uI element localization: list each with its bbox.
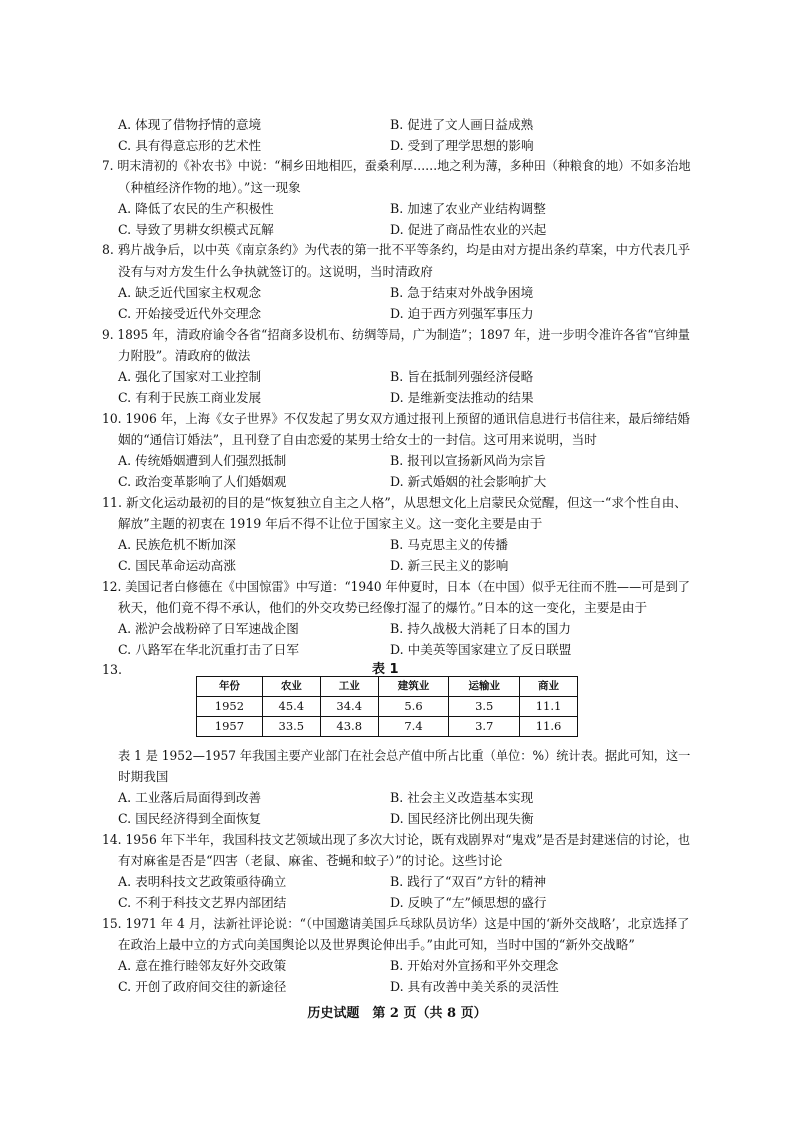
q10-stem-line2: 姻的“通信订婚法”，且刊登了自由恋爱的某男士给女士的一封信。这可用来说明，当时 bbox=[118, 432, 597, 447]
q10-option-b: B. 报刊以宣扬新风尚为宗旨 bbox=[390, 453, 546, 468]
q12-option-a: A. 淞沪会战粉碎了日军速战企图 bbox=[118, 621, 299, 636]
q13-number: 13. bbox=[102, 662, 123, 677]
q15-stem-line2: 在政治上最中立的方式向美国舆论以及世界舆论伸出手。”由此可知，当时中国的“新外交战略” bbox=[118, 937, 635, 952]
table-cell: 5.6 bbox=[378, 697, 449, 717]
table-header-cell: 年份 bbox=[197, 677, 263, 697]
q8-stem-line1: 8. 鸦片战争后，以中英《南京条约》为代表的第一批不平等条约，均是由对方提出条约草案，中方代表几乎 bbox=[102, 242, 691, 257]
q8-stem-line2: 没有与对方发生什么争执就签订的。这说明，当时清政府 bbox=[118, 264, 433, 279]
q14-stem-line2: 有对麻雀是否是“四害（老鼠、麻雀、苍蝇和蚊子）”的讨论。这些讨论 bbox=[118, 853, 503, 868]
q8-option-d: D. 迫于西方列强军事压力 bbox=[390, 306, 534, 321]
q10-option-a: A. 传统婚姻遭到人们强烈抵制 bbox=[118, 453, 287, 468]
q7-option-c: C. 导致了男耕女织模式瓦解 bbox=[118, 222, 274, 237]
q7-stem-line2: （种植经济作物的地）。”这一现象 bbox=[118, 180, 301, 195]
q12-stem-line1: 12. 美国记者白修德在《中国惊雷》中写道：“1940 年仲夏时，日本（在中国）似乎无往而不胜——可是到了 bbox=[102, 579, 690, 594]
q11-stem-line2: 解放”主题的初衷在 1919 年后不得不让位于国家主义。这一变化主要是由于 bbox=[118, 516, 543, 531]
table-header-cell: 建筑业 bbox=[378, 677, 449, 697]
q15-option-d: D. 具有改善中美关系的灵活性 bbox=[390, 979, 559, 994]
table-cell: 7.4 bbox=[378, 717, 449, 737]
q7-stem-line1: 7. 明末清初的《补农书》中说：“桐乡田地相匹，蚕桑利厚……地之利为薄，多种田（种粮食的地）不如多治地 bbox=[102, 158, 691, 173]
q9-option-b: B. 旨在抵制列强经济侵略 bbox=[390, 369, 534, 384]
q14-stem-line1: 14. 1956 年下半年，我国科技文艺领域出现了多次大讨论，既有戏剧界对“鬼戏”是否是封建迷信的讨论，也 bbox=[102, 832, 691, 847]
q11-option-a: A. 民族危机不断加深 bbox=[118, 537, 236, 552]
q9-option-a: A. 强化了国家对工业控制 bbox=[118, 369, 262, 384]
q9-option-c: C. 有利于民族工商业发展 bbox=[118, 390, 262, 405]
q14-option-d: D. 反映了“左”倾思想的盛行 bbox=[390, 895, 547, 910]
table-caption: 表 1 bbox=[372, 662, 399, 677]
q12-option-c: C. 八路军在华北沉重打击了日军 bbox=[118, 642, 299, 657]
q10-option-c: C. 政治变革影响了人们婚姻观 bbox=[118, 474, 287, 489]
industry-share-table bbox=[196, 676, 578, 737]
table-cell: 45.4 bbox=[262, 697, 320, 717]
table-row bbox=[197, 697, 578, 717]
q6-option-b: B. 促进了文人画日益成熟 bbox=[390, 117, 534, 132]
q9-stem-line2: 力附股”。清政府的做法 bbox=[118, 348, 251, 363]
q8-option-a: A. 缺乏近代国家主权观念 bbox=[118, 285, 262, 300]
q7-option-d: D. 促进了商品性农业的兴起 bbox=[390, 222, 547, 237]
q13-option-b: B. 社会主义改造基本实现 bbox=[390, 790, 534, 805]
q7-option-b: B. 加速了农业产业结构调整 bbox=[390, 201, 546, 216]
q14-option-a: A. 表明科技文艺政策亟待确立 bbox=[118, 874, 287, 889]
q15-option-b: B. 开始对外宣扬和平外交理念 bbox=[390, 958, 559, 973]
q9-stem-line1: 9. 1895 年，清政府谕令各省“招商多设机布、纺绸等局，广为制造”；1897 年，进一步明令准许各省“官绅量 bbox=[102, 327, 690, 342]
q6-option-c: C. 具有得意忘形的艺术性 bbox=[118, 138, 262, 153]
table-header-cell: 商业 bbox=[520, 677, 578, 697]
table-header-cell: 运输业 bbox=[449, 677, 520, 697]
page-footer: 历史试题 第 2 页（共 8 页） bbox=[307, 1006, 487, 1021]
table-cell: 43.8 bbox=[320, 717, 378, 737]
q11-option-c: C. 国民革命运动高涨 bbox=[118, 558, 236, 573]
table-header-cell: 工业 bbox=[320, 677, 378, 697]
table-cell: 1957 bbox=[197, 717, 263, 737]
q6-option-d: D. 受到了理学思想的影响 bbox=[390, 138, 534, 153]
q11-stem-line1: 11. 新文化运动最初的目的是“恢复独立自主之人格”，从思想文化上启蒙民众觉醒，但这一“求个性自由、 bbox=[102, 495, 687, 510]
table-cell: 11.1 bbox=[520, 697, 578, 717]
q13-option-c: C. 国民经济得到全面恢复 bbox=[118, 811, 262, 826]
q13-option-d: D. 国民经济比例出现失衡 bbox=[390, 811, 534, 826]
q8-option-b: B. 急于结束对外战争困境 bbox=[390, 285, 534, 300]
q10-option-d: D. 新式婚姻的社会影响扩大 bbox=[390, 474, 547, 489]
q9-option-d: D. 是维新变法推动的结果 bbox=[390, 390, 534, 405]
q14-option-c: C. 不利于科技文艺界内部团结 bbox=[118, 895, 287, 910]
table-cell: 33.5 bbox=[262, 717, 320, 737]
q8-option-c: C. 开始接受近代外交理念 bbox=[118, 306, 262, 321]
table-cell: 11.6 bbox=[520, 717, 578, 737]
q12-option-d: D. 中美英等国家建立了反日联盟 bbox=[390, 642, 572, 657]
q11-option-d: D. 新三民主义的影响 bbox=[390, 558, 509, 573]
q12-stem-line2: 秋天，他们竟不得不承认，他们的外交攻势已经像打湿了的爆竹。”日本的这一变化，主要是由于 bbox=[118, 600, 648, 615]
q14-option-b: B. 践行了“双百”方针的精神 bbox=[390, 874, 547, 889]
table-header-cell: 农业 bbox=[262, 677, 320, 697]
q15-option-c: C. 开创了政府间交往的新途径 bbox=[118, 979, 287, 994]
table-row bbox=[197, 717, 578, 737]
table-cell: 3.5 bbox=[449, 697, 520, 717]
table-header-row bbox=[197, 677, 578, 697]
q13-option-a: A. 工业落后局面得到改善 bbox=[118, 790, 262, 805]
q12-option-b: B. 持久战极大消耗了日本的国力 bbox=[390, 621, 571, 636]
q15-stem-line1: 15. 1971 年 4 月，法新社评论说：“（中国邀请美国乒乓球队员访华）这是中国的‘新外交战略’，北京选择了 bbox=[102, 916, 690, 931]
q13-stem-line2: 时期我国 bbox=[118, 769, 169, 784]
q13-stem-line1: 表 1 是 1952—1957 年我国主要产业部门在社会总产值中所占比重（单位：%）统计表。据此可知，这一 bbox=[118, 748, 691, 763]
table-cell: 34.4 bbox=[320, 697, 378, 717]
q10-stem-line1: 10. 1906 年，上海《女子世界》不仅发起了男女双方通过报刊上预留的通讯信息进行书信往来，最后缔结婚 bbox=[102, 411, 690, 426]
q6-option-a: A. 体现了借物抒情的意境 bbox=[118, 117, 262, 132]
table-cell: 1952 bbox=[197, 697, 263, 717]
q11-option-b: B. 马克思主义的传播 bbox=[390, 537, 509, 552]
q7-option-a: A. 降低了农民的生产积极性 bbox=[118, 201, 274, 216]
table-cell: 3.7 bbox=[449, 717, 520, 737]
q15-option-a: A. 意在推行睦邻友好外交政策 bbox=[118, 958, 287, 973]
